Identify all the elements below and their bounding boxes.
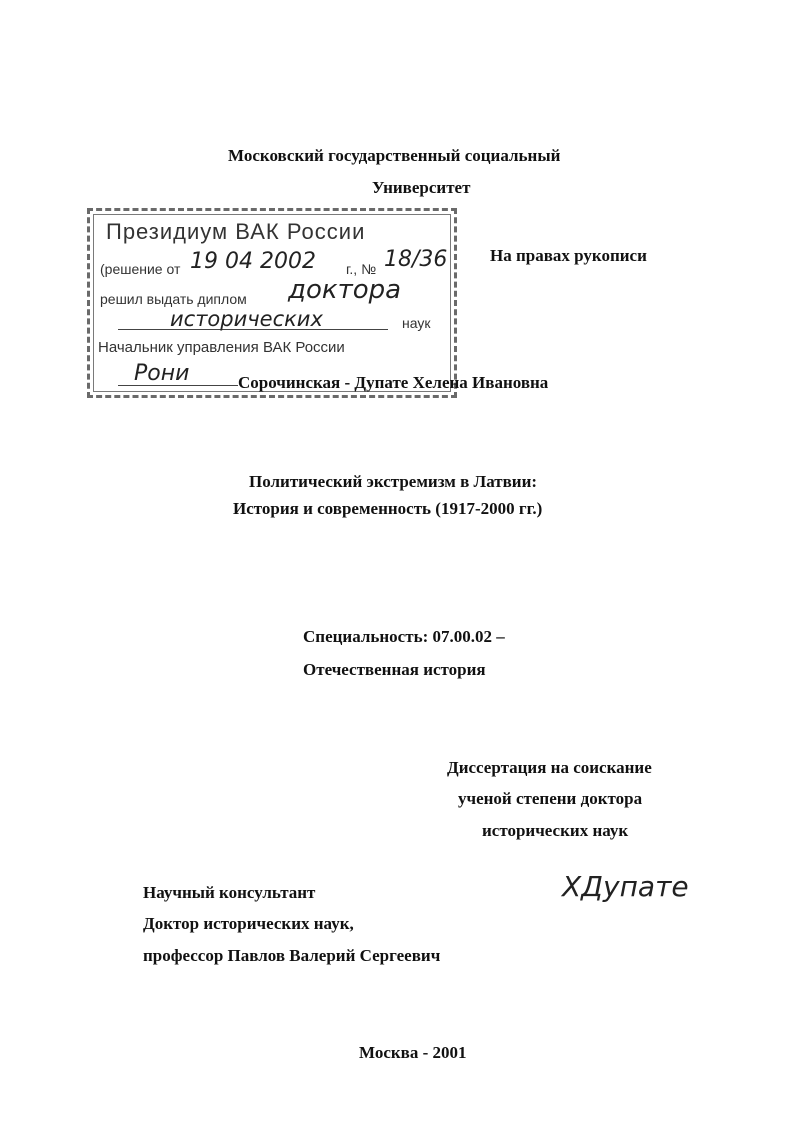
vak-stamp	[87, 208, 457, 398]
specialty-line-1: Специальность: 07.00.02 –	[303, 627, 505, 646]
stamp-chief-label: Начальник управления ВАК России	[98, 339, 345, 356]
author-name: Сорочинская - Дупате Хелена Ивановна	[238, 373, 549, 392]
advisor-line-3: профессор Павлов Валерий Сергеевич	[143, 946, 441, 965]
title-line-2: История и современность (1917-2000 гг.)	[233, 499, 543, 518]
stamp-decision-year-suffix: г., №	[346, 261, 377, 277]
stamp-title: Президиум ВАК России	[106, 219, 366, 244]
stamp-decision-prefix: (решение от	[100, 261, 181, 277]
title-line-1: Политический экстремизм в Латвии:	[249, 472, 538, 491]
dissertation-line-3: исторических наук	[482, 821, 629, 840]
advisor-line-1: Научный консультант	[143, 883, 316, 902]
stamp-decision-date: 19 04 2002	[190, 249, 316, 274]
stamp-decision-number: 18/36	[384, 247, 448, 272]
stamp-award-degree: доктора	[288, 275, 402, 305]
footer-city-year: Москва - 2001	[359, 1043, 467, 1062]
institution-line-1: Московский государственный социальный	[228, 146, 561, 165]
institution-line-2: Университет	[372, 178, 471, 197]
specialty-line-2: Отечественная история	[303, 660, 486, 679]
author-signature: ХДупате	[562, 870, 689, 903]
stamp-field-suffix: наук	[402, 315, 431, 331]
dissertation-line-1: Диссертация на соискание	[447, 758, 652, 777]
advisor-line-2: Доктор исторических наук,	[143, 914, 354, 933]
stamp-chief-signature: Рони	[134, 361, 190, 386]
stamp-award-prefix: решил выдать диплом	[100, 291, 247, 307]
dissertation-line-2: ученой степени доктора	[458, 789, 643, 808]
stamp-field-handwritten: исторических	[170, 307, 323, 331]
manuscript-note: На правах рукописи	[490, 246, 647, 265]
